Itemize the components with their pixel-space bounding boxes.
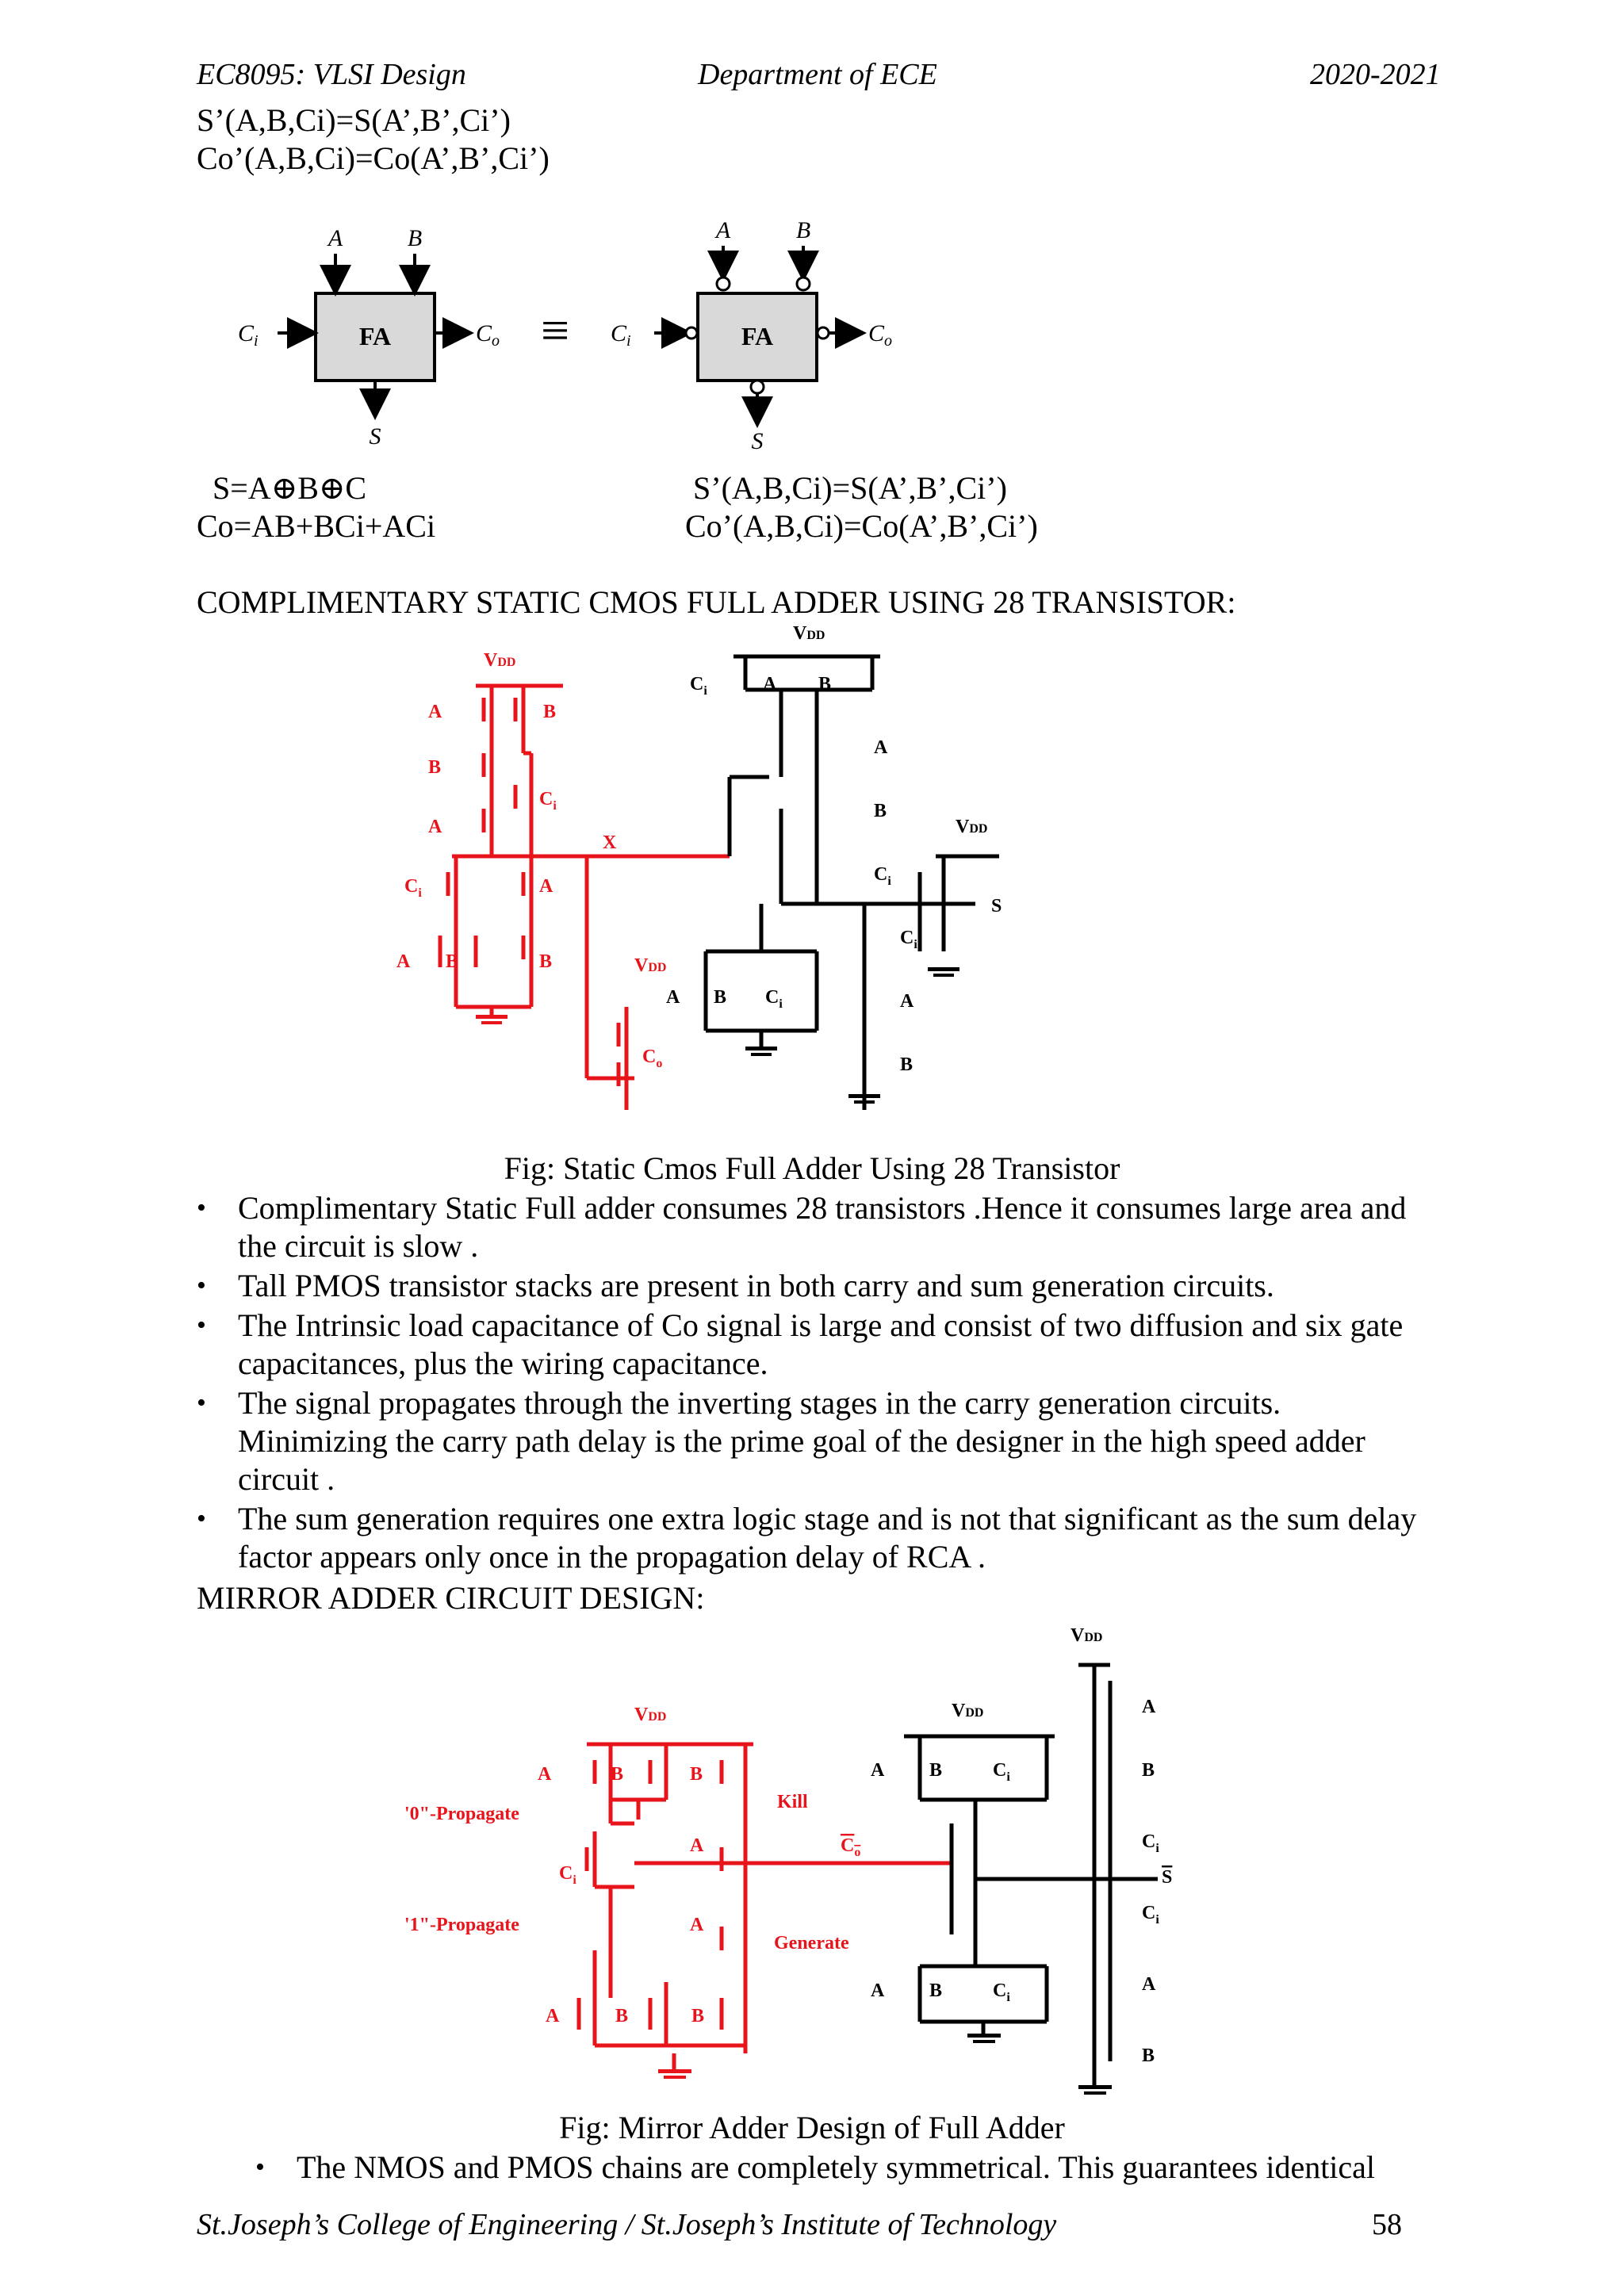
fa-block-left	[238, 225, 500, 450]
section1-heading: COMPLIMENTARY STATIC CMOS FULL ADDER USING 28 TRANSISTOR:	[197, 584, 1236, 620]
svg-text:B: B	[407, 225, 423, 251]
svg-text:Co: $C_o$	[841, 1835, 861, 1859]
svg-text:A: A	[900, 991, 914, 1012]
fa-label-left: FA	[358, 322, 392, 350]
svg-text:B: B	[691, 2006, 705, 2026]
svg-text:S: S	[1162, 1867, 1173, 1888]
svg-text:B: B	[795, 217, 811, 243]
svg-text:A: A	[763, 674, 777, 695]
svg-text:A: A	[666, 987, 680, 1008]
mirror-sum-black	[904, 1665, 1158, 2085]
svg-text:Ci: $C_i$	[404, 876, 422, 900]
svg-text:X: X	[603, 832, 617, 853]
ground-symbols-mirror-black	[967, 2034, 1112, 2095]
svg-text:VDD: VDD	[956, 817, 988, 837]
sum-circuit-black	[706, 656, 999, 1110]
section2-heading: MIRROR ADDER CIRCUIT DESIGN:	[197, 1580, 705, 1616]
svg-text:B: B	[611, 1764, 624, 1785]
svg-text:VDD: VDD	[634, 955, 667, 976]
bullet-list-28t	[197, 1189, 1434, 1578]
ground-symbol-red	[476, 1015, 508, 1024]
svg-text:S: S	[751, 428, 764, 452]
mirror-adder-figure	[396, 1617, 1205, 2101]
carry-circuit-red	[440, 686, 730, 1110]
bullet-item: • The signal propagates through the inverting stages in the carry generation circuits. Minimizing the carry path delay is the prime goal of the designer in the high speed adder circuit .	[197, 1384, 1434, 1498]
svg-text:Ci: $C_i$	[690, 674, 707, 698]
svg-text:'1"-Propagate: '1"-Propagate	[404, 1915, 519, 1935]
svg-text:Co: $C_o$	[642, 1047, 663, 1070]
intro-line-1: S’(A,B,Ci)=S(A’,B’,Ci’)	[197, 102, 511, 138]
bullet-item: • Tall PMOS transistor stacks are present in both carry and sum generation circuits.	[197, 1267, 1434, 1305]
fa-equivalence-diagram	[222, 214, 952, 452]
svg-text:B: B	[818, 674, 832, 695]
figure-caption-28t: Fig: Static Cmos Full Adder Using 28 Transistor	[504, 1150, 1120, 1186]
svg-text:A: A	[874, 737, 888, 758]
mirror-carry-red	[579, 1744, 952, 2069]
svg-text:A: A	[871, 1760, 885, 1781]
svg-text:B: B	[714, 987, 727, 1008]
svg-text:VDD: VDD	[793, 623, 825, 644]
svg-text:Ci: $C_i$	[611, 320, 631, 350]
equation-sum: S=A⊕B⊕C	[213, 470, 367, 506]
footer-page-number: 58	[1372, 2208, 1402, 2241]
svg-text:Ci: $C_i$	[1142, 1903, 1159, 1927]
svg-text:B: B	[539, 951, 553, 972]
svg-text:S: S	[991, 896, 1002, 916]
svg-text:B: B	[929, 1760, 943, 1781]
svg-text:'0"-Propagate: '0"-Propagate	[404, 1804, 519, 1824]
svg-text:Ci: $C_i$	[993, 1980, 1010, 2004]
svg-text:B: B	[446, 951, 459, 972]
svg-text:A: A	[539, 876, 553, 897]
header-course: EC8095: VLSI Design	[197, 58, 466, 91]
svg-text:VDD: VDD	[484, 650, 516, 671]
equivalence-symbol: ≡	[540, 302, 570, 358]
header-department: Department of ECE	[698, 58, 937, 91]
svg-text:A: A	[871, 1980, 885, 2001]
svg-text:A: A	[538, 1764, 552, 1785]
svg-text:VDD: VDD	[952, 1701, 984, 1721]
svg-text:A: A	[690, 1835, 704, 1856]
bullet-list-mirror	[255, 2149, 1445, 2188]
equation-carry-inverted: Co’(A,B,Ci)=Co(A’,B’,Ci’)	[685, 508, 1038, 544]
figure-caption-mirror: Fig: Mirror Adder Design of Full Adder	[559, 2110, 1065, 2145]
svg-text:Ci: $C_i$	[765, 987, 783, 1011]
svg-text:A: A	[428, 817, 442, 837]
intro-line-2: Co’(A,B,Ci)=Co(A’,B’,Ci’)	[197, 140, 550, 176]
svg-text:Kill: Kill	[777, 1792, 808, 1812]
svg-text:B: B	[900, 1054, 914, 1075]
header-year: 2020-2021	[1310, 58, 1441, 91]
svg-text:Ci: $C_i$	[238, 320, 259, 350]
footer-institution: St.Joseph’s College of Engineering / St.Joseph’s Institute of Technology	[197, 2208, 1057, 2241]
svg-text:B: B	[1142, 1760, 1155, 1781]
svg-text:A: A	[1142, 1697, 1156, 1717]
svg-text:A: A	[715, 217, 731, 243]
svg-text:A: A	[396, 951, 411, 972]
svg-text:Ci: $C_i$	[874, 864, 891, 888]
svg-text:Ci: $C_i$	[559, 1863, 576, 1887]
svg-text:Ci: $C_i$	[539, 789, 557, 813]
equation-carry: Co=AB+BCi+ACi	[197, 508, 436, 544]
svg-text:B: B	[615, 2006, 629, 2026]
bullet-item: • The sum generation requires one extra logic stage and is not that significant as the sum delay factor appears only once in the propagation delay of RCA .	[197, 1500, 1434, 1576]
svg-text:Ci: $C_i$	[900, 928, 917, 951]
svg-text:B: B	[874, 801, 887, 821]
svg-text:VDD: VDD	[634, 1705, 667, 1725]
equation-sum-inverted: S’(A,B,Ci)=S(A’,B’,Ci’)	[693, 470, 1007, 506]
bullet-item: • Complimentary Static Full adder consumes 28 transistors .Hence it consumes large area and the circuit is slow .	[197, 1189, 1434, 1265]
svg-text:B: B	[929, 1980, 943, 2001]
svg-text:B: B	[543, 702, 557, 722]
svg-text:Generate: Generate	[774, 1933, 849, 1954]
svg-text:B: B	[690, 1764, 703, 1785]
bullet-item: • The Intrinsic load capacitance of Co signal is large and consist of two diffusion and six gate capacitances, plus the wiring capacitance.	[197, 1307, 1434, 1383]
svg-text:Co: $C_o$	[476, 320, 500, 350]
svg-text:B: B	[1142, 2045, 1155, 2066]
svg-text:A: A	[546, 2006, 560, 2026]
svg-text:A: A	[428, 702, 442, 722]
svg-text:VDD: VDD	[1071, 1625, 1103, 1646]
static-cmos-28t-figure	[373, 618, 1007, 1110]
svg-text:A: A	[327, 225, 343, 251]
svg-text:B: B	[428, 757, 442, 778]
svg-text:S: S	[369, 423, 381, 450]
svg-text:A: A	[1142, 1974, 1156, 1995]
bullet-item: • The NMOS and PMOS chains are completely symmetrical. This guarantees identical	[255, 2149, 1445, 2187]
svg-text:FA: FA	[741, 322, 774, 350]
svg-text:Ci: $C_i$	[1142, 1831, 1159, 1855]
ground-symbol-mirror-red	[658, 2069, 691, 2079]
svg-text:A: A	[690, 1915, 704, 1935]
fa-block-right	[611, 217, 892, 452]
svg-text:Co: $C_o$	[868, 320, 893, 350]
svg-text:Ci: $C_i$	[993, 1760, 1010, 1784]
